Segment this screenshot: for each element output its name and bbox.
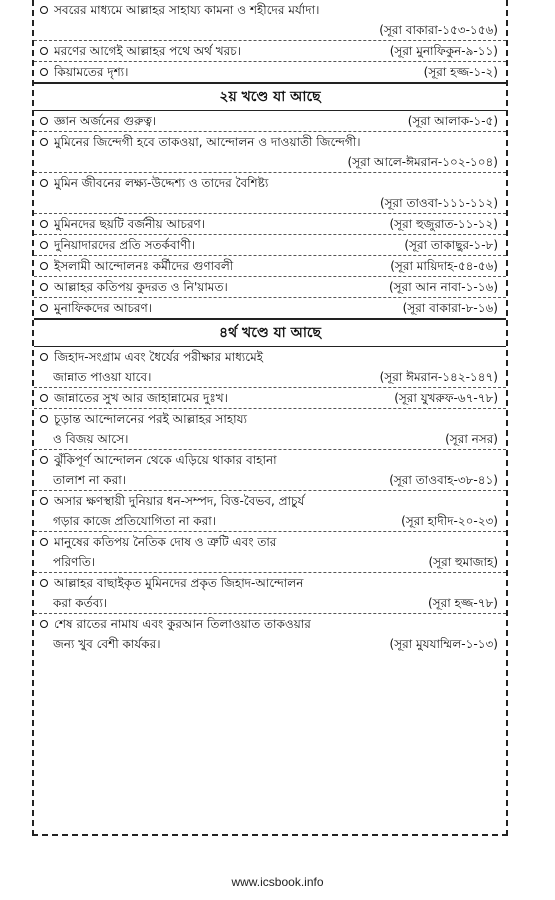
- item-text: জন্য খুব বেশী কার্যকর।: [53, 637, 161, 651]
- item-line: [40, 614, 498, 634]
- item-text: করা কর্তব্য।: [53, 596, 108, 610]
- bullet-circle-icon: [40, 262, 48, 270]
- surah-reference: (সূরা হজ্জ-১-২): [423, 65, 498, 79]
- surah-reference: (সূরা মুযযাম্মিল-১-১৩): [389, 637, 498, 651]
- item-line: [40, 235, 498, 255]
- bullet-circle-icon: [40, 283, 48, 291]
- list-item: [34, 256, 506, 277]
- item-line: [40, 634, 498, 654]
- bullet-circle-icon: [40, 579, 48, 587]
- list-item: [34, 491, 506, 532]
- list-item: [34, 573, 506, 614]
- bullet-circle-icon: [40, 620, 48, 628]
- bullet-circle-icon: [40, 538, 48, 546]
- item-line: [40, 429, 498, 449]
- list-item: [34, 347, 506, 388]
- list-item: [34, 173, 506, 214]
- item-text: ও বিজয় আসে।: [53, 432, 129, 446]
- bullet-circle-icon: [40, 497, 48, 505]
- bullet-circle-icon: [40, 6, 48, 14]
- section-title: ৪র্থ খণ্ডে যা আছে: [34, 320, 506, 347]
- bullet-circle-icon: [40, 220, 48, 228]
- item-line: [40, 511, 498, 531]
- list-item: [34, 298, 506, 318]
- item-text: চূড়ান্ত আন্দোলনের পরই আল্লাহর সাহায্য: [54, 412, 247, 426]
- surah-reference: (সূরা ঈমরান-১৪২-১৪৭): [379, 370, 498, 384]
- surah-reference: (সূরা আলাক-১-৫): [407, 114, 498, 128]
- list-item: [34, 409, 506, 450]
- item-line: [40, 298, 498, 318]
- item-line: [40, 409, 498, 429]
- item-text: শেষ রাতের নামায এবং কুরআন তিলাওয়াত তাকওয়ার: [54, 617, 311, 631]
- item-text: পরিণতি।: [53, 555, 96, 569]
- item-line: [40, 214, 498, 234]
- item-text: মুমিনের জিন্দেগী হবে তাকওয়া, আন্দোলন ও দাওয়াতী জিন্দেগী।: [54, 135, 361, 149]
- bullet-circle-icon: [40, 47, 48, 55]
- item-text: জিহাদ-সংগ্রাম এবং ধৈর্যের পরীক্ষার মাধ্যমেই: [54, 350, 264, 364]
- item-line: [40, 450, 498, 470]
- item-text: জান্নাতের সুখ আর জাহান্নামের দুঃখ।: [54, 391, 228, 405]
- list-item: [34, 388, 506, 409]
- surah-reference: (সূরা মুনাফিকুন-৯-১১): [389, 44, 498, 58]
- item-text: মুনাফিকদের আচরণ।: [54, 301, 153, 315]
- list-item: [34, 111, 506, 132]
- item-text: আল্লাহর বাছাইকৃত মুমিনদের প্রকৃত জিহাদ-আন্দোলন: [54, 576, 304, 590]
- item-line: [40, 388, 498, 408]
- item-text: জান্নাত পাওয়া যাবে।: [53, 370, 152, 384]
- item-text: সবরের মাধ্যমে আল্লাহর সাহায্য কামনা ও শহীদের মর্যাদা।: [54, 3, 320, 17]
- surah-reference: (সূরা হাদীদ-২০-২৩): [401, 514, 498, 528]
- item-line: [40, 367, 498, 387]
- list-item: [34, 214, 506, 235]
- surah-reference: (সূরা মায়িদাহ-৫৪-৫৬): [390, 259, 498, 273]
- surah-reference: (সূরা বাকারা-৮-১৬): [402, 301, 498, 315]
- item-line: [40, 593, 498, 613]
- item-text: মুমিন জীবনের লক্ষ্য-উদ্দেশ্য ও তাদের বৈশিষ্ট্য: [54, 176, 269, 190]
- item-text: মানুষের কতিপয় নৈতিক দোষ ও ত্রুটি এবং তার: [54, 535, 277, 549]
- bullet-circle-icon: [40, 68, 48, 76]
- surah-reference: (সূরা হজ্জ-৭৮): [427, 596, 498, 610]
- content-page: [32, 0, 508, 836]
- item-line: [40, 41, 498, 61]
- list-item: [34, 235, 506, 256]
- item-text: মুমিনদের ছয়টি বর্জনীয় আচরণ।: [54, 217, 206, 231]
- bullet-circle-icon: [40, 304, 48, 312]
- surah-reference: (সূরা বাকারা-১৫৩-১৫৬): [379, 23, 498, 37]
- item-line: [40, 62, 498, 82]
- bullet-circle-icon: [40, 394, 48, 402]
- surah-reference: (সূরা হুজুরাত-১১-১২): [389, 217, 498, 231]
- bullet-circle-icon: [40, 353, 48, 361]
- section-2: [34, 318, 506, 654]
- item-text: ইসলামী আন্দোলনঃ কর্মীদের গুণাবলী: [54, 259, 234, 273]
- item-line: [40, 111, 498, 131]
- bullet-circle-icon: [40, 415, 48, 423]
- surah-reference: (সূরা তাওবা-১১১-১১২): [379, 196, 498, 210]
- item-line: [40, 256, 498, 276]
- reference-line: [40, 193, 498, 213]
- item-text: দুনিয়াদারদের প্রতি সতর্কবাণী।: [54, 238, 196, 252]
- item-text: আল্লাহর কতিপয় কুদরত ও নি'য়ামত।: [54, 280, 228, 294]
- list-item: [34, 450, 506, 491]
- surah-reference: (সূরা নসর): [445, 432, 498, 446]
- item-line: [40, 132, 498, 152]
- list-item: [34, 277, 506, 298]
- footer-url: www.icsbook.info: [231, 875, 324, 889]
- item-line: [40, 573, 498, 593]
- item-line: [40, 277, 498, 297]
- list-item: [34, 62, 506, 82]
- section-0: [34, 0, 506, 82]
- section-title: ২য় খণ্ডে যা আছে: [34, 84, 506, 111]
- item-line: [40, 552, 498, 572]
- section-1: [34, 82, 506, 318]
- item-text: জ্ঞান অর্জনের গুরুত্ব।: [54, 114, 157, 128]
- reference-line: [40, 152, 498, 172]
- surah-reference: (সূরা আন নাবা-১-১৬): [389, 280, 498, 294]
- bullet-circle-icon: [40, 117, 48, 125]
- item-text: অসার ক্ষণস্থায়ী দুনিয়ার ধন-সম্পদ, বিত্ত-বৈভব, প্রাচুর্য: [54, 494, 305, 508]
- item-text: মরণের আগেই আল্লাহর পথে অর্থ খরচ।: [54, 44, 242, 58]
- list-item: [34, 0, 506, 41]
- list-item: [34, 41, 506, 62]
- item-line: [40, 173, 498, 193]
- item-line: [40, 532, 498, 552]
- bullet-circle-icon: [40, 138, 48, 146]
- surah-reference: (সূরা হুমাজাহ): [428, 555, 498, 569]
- list-item: [34, 614, 506, 654]
- surah-reference: (সূরা যুখরুফ-৬৭-৭৮): [394, 391, 498, 405]
- item-line: [40, 470, 498, 490]
- surah-reference: (সূরা আলে-ঈমরান-১০২-১০৪): [347, 155, 498, 169]
- item-line: [40, 491, 498, 511]
- item-text: কিয়ামতের দৃশ্য।: [54, 65, 129, 79]
- item-text: গড়ার কাজে প্রতিযোগিতা না করা।: [53, 514, 217, 528]
- surah-reference: (সূরা তাওবাহ-৩৮-৪১): [389, 473, 498, 487]
- item-line: [40, 347, 498, 367]
- surah-reference: (সূরা তাকাছুর-১-৮): [404, 238, 498, 252]
- list-item: [34, 132, 506, 173]
- item-text: ঝুঁকিপূর্ণ আন্দোলন থেকে এড়িয়ে থাকার বাহানা: [54, 453, 277, 467]
- reference-line: [40, 20, 498, 40]
- bullet-circle-icon: [40, 456, 48, 464]
- bullet-circle-icon: [40, 179, 48, 187]
- bullet-circle-icon: [40, 241, 48, 249]
- item-line: [40, 0, 498, 20]
- list-item: [34, 532, 506, 573]
- item-text: তালাশ না করা।: [53, 473, 127, 487]
